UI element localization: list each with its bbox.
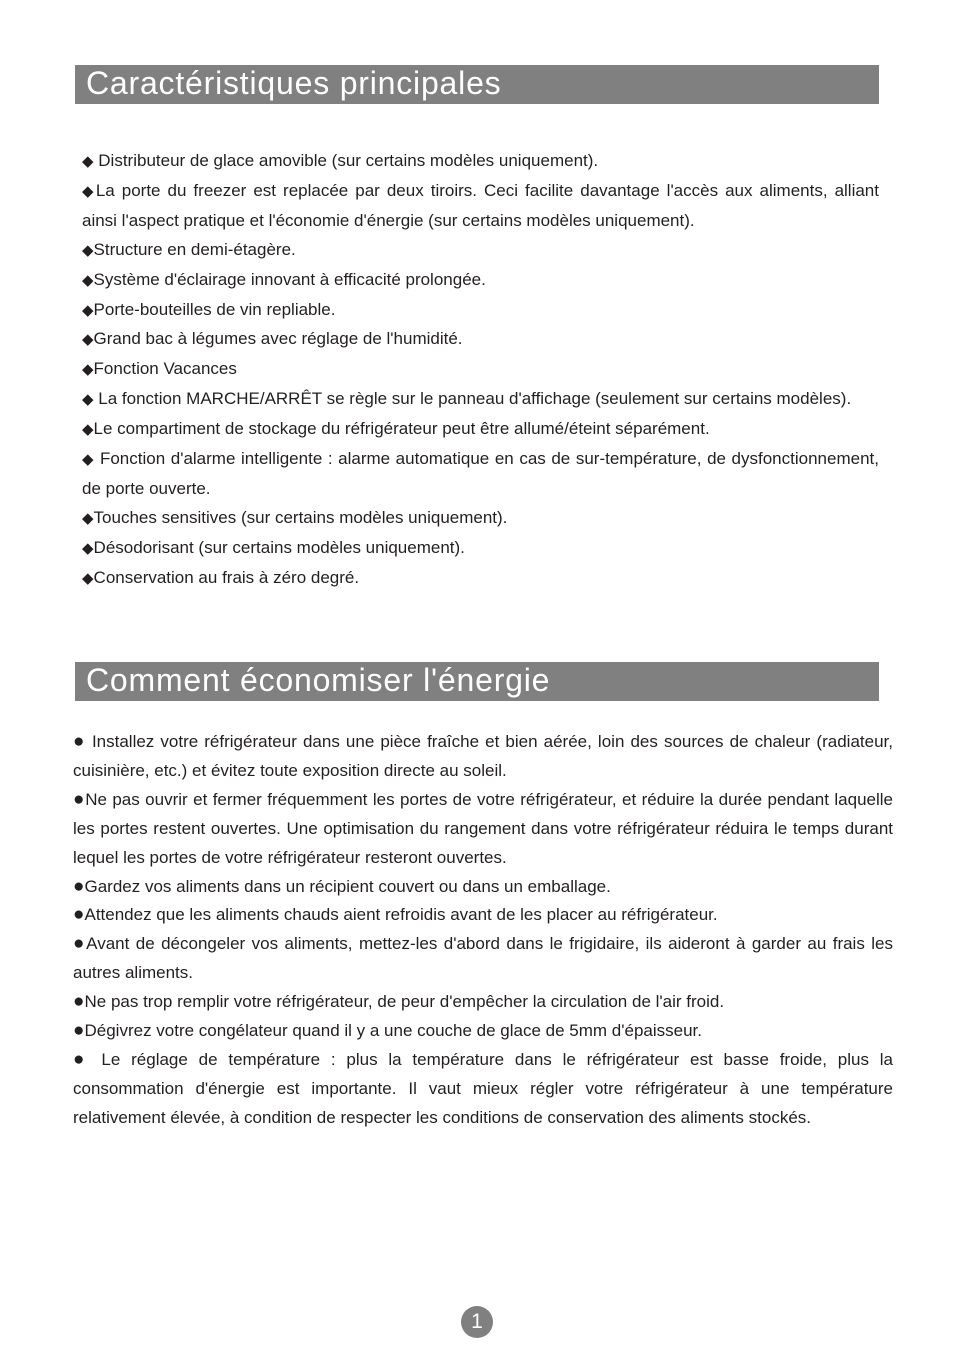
section-title-energy: Comment économiser l'énergie xyxy=(86,662,551,698)
diamond-bullet-icon: ◆ xyxy=(82,451,95,469)
list-item: ● Le réglage de température : plus la température dans le réfrigérateur est basse froide, plus la consommation d'énergie est importante. Il vaut mieux régler votre réfrigérateur à une température relativement élevée, à condition de respecter les conditions de conservation des aliments stockés. xyxy=(73,1048,894,1127)
diamond-bullet-icon: ◆ xyxy=(82,421,94,439)
circle-bullet-icon: ● xyxy=(73,1020,85,1042)
section-title-features: Caractéristiques principales xyxy=(86,65,502,101)
list-item: ◆ La fonction MARCHE/ARRÊT se règle sur le panneau d'affichage (seulement sur certains modèles). xyxy=(82,389,852,409)
diamond-bullet-icon: ◆ xyxy=(82,569,94,587)
energy-tips-list xyxy=(73,728,893,1133)
circle-bullet-icon: ● xyxy=(73,904,85,926)
diamond-bullet-icon: ◆ xyxy=(82,391,94,409)
page-number: 1 xyxy=(461,1306,493,1338)
list-item: ● Installez votre réfrigérateur dans une pièce fraîche et bien aérée, loin des sources de chaleur (radiateur, cuisinière, etc.) et évitez toute exposition directe au soleil. xyxy=(73,731,893,780)
list-item: ●Attendez que les aliments chauds aient refroidis avant de les placer au réfrigérateur. xyxy=(73,904,718,926)
diamond-bullet-icon: ◆ xyxy=(82,331,94,349)
diamond-bullet-icon: ◆ xyxy=(82,509,94,527)
diamond-bullet-icon: ◆ xyxy=(82,361,94,379)
list-item: ◆Grand bac à légumes avec réglage de l'humidité. xyxy=(82,329,463,349)
list-item: ◆Système d'éclairage innovant à efficacité prolongée. xyxy=(82,269,486,289)
section-header-features xyxy=(75,65,879,104)
diamond-bullet-icon: ◆ xyxy=(82,301,94,319)
list-item: ◆La porte du freezer est replacée par deux tiroirs. Ceci facilite davantage l'accès aux aliments, alliant ainsi l'aspect pratique et l'économie d'énergie (sur certains modèles uniquement). xyxy=(82,180,879,230)
list-item: ●Dégivrez votre congélateur quand il y a une couche de glace de 5mm d'épaisseur. xyxy=(73,1020,702,1042)
list-item: ◆Touches sensitives (sur certains modèles uniquement). xyxy=(82,507,508,527)
list-item: ◆ Distributeur de glace amovible (sur certains modèles uniquement). xyxy=(82,151,599,170)
section-header-energy xyxy=(75,662,879,701)
diamond-bullet-icon: ◆ xyxy=(82,153,94,170)
list-item: ●Gardez vos aliments dans un récipient couvert ou dans un emballage. xyxy=(73,875,611,897)
list-item: ◆ Fonction d'alarme intelligente : alarme automatique en cas de sur-température, de dysfonctionnement, de porte ouverte. xyxy=(82,449,879,498)
diamond-bullet-icon: ◆ xyxy=(82,241,94,259)
list-item: ●Ne pas trop remplir votre réfrigérateur, de peur d'empêcher la circulation de l'air froid. xyxy=(73,991,725,1013)
circle-bullet-icon: ● xyxy=(73,875,85,897)
list-item: ◆Structure en demi-étagère. xyxy=(82,239,296,259)
diamond-bullet-icon: ◆ xyxy=(82,271,94,289)
list-item: ◆Conservation au frais à zéro degré. xyxy=(82,567,360,587)
list-item: ●Avant de décongeler vos aliments, mettez-les d'abord dans le frigidaire, ils aideront à garder au frais les autres aliments. xyxy=(73,933,893,983)
list-item: ●Ne pas ouvrir et fermer fréquemment les portes de votre réfrigérateur, et réduire la durée pendant laquelle les portes restent ouvertes. Une optimisation du rangement dans votre réfrigérateur réduira le temps durant lequel les portes de votre réfrigérateur resteront ouvertes. xyxy=(73,788,894,867)
circle-bullet-icon: ● xyxy=(73,731,86,752)
circle-bullet-icon: ● xyxy=(73,788,86,810)
list-item: ◆Le compartiment de stockage du réfrigérateur peut être allumé/éteint séparément. xyxy=(82,419,710,439)
circle-bullet-icon: ● xyxy=(73,991,85,1013)
circle-bullet-icon: ● xyxy=(73,933,87,955)
list-item: ◆Fonction Vacances xyxy=(82,359,237,379)
circle-bullet-icon: ● xyxy=(73,1048,91,1070)
features-list xyxy=(82,147,879,594)
list-item: ◆Porte-bouteilles de vin repliable. xyxy=(82,299,336,319)
diamond-bullet-icon: ◆ xyxy=(82,182,96,200)
list-item: ◆Désodorisant (sur certains modèles uniquement). xyxy=(82,537,465,557)
diamond-bullet-icon: ◆ xyxy=(82,539,94,557)
